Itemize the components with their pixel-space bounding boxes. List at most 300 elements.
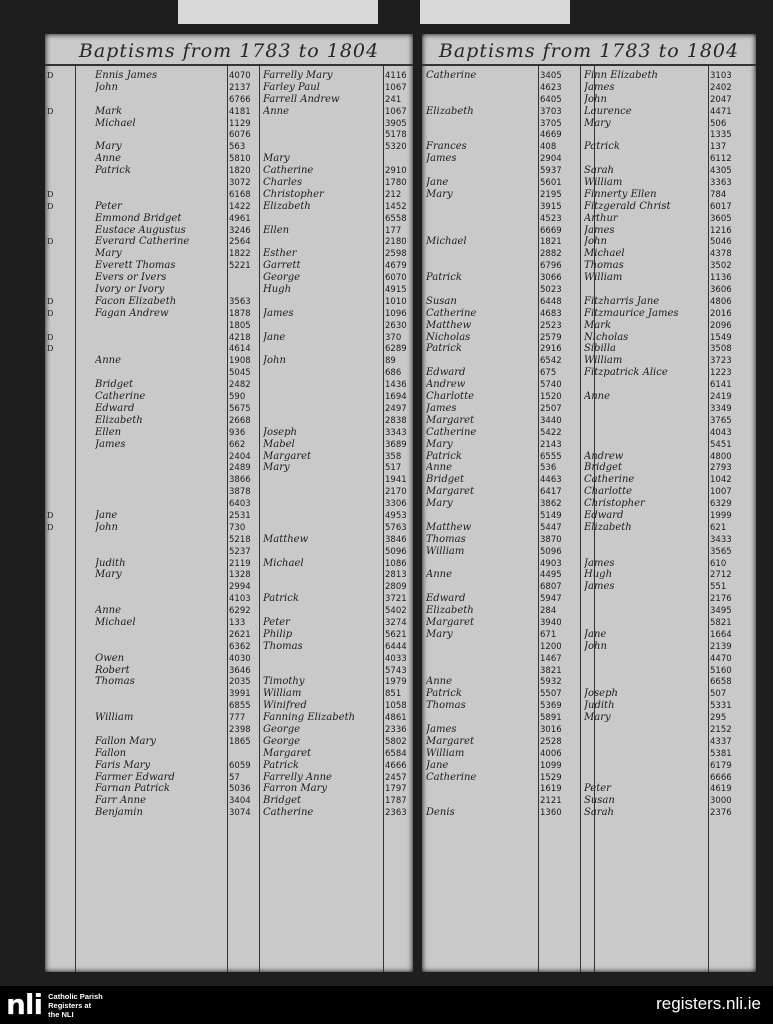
name-cell: Mary xyxy=(263,153,290,165)
register-number: 5947 xyxy=(540,594,562,605)
register-number: 3689 xyxy=(385,439,407,450)
register-number: 506 xyxy=(710,118,727,129)
register-row xyxy=(45,367,413,379)
register-number: 5763 xyxy=(385,522,407,533)
name-cell: Jane xyxy=(263,331,286,343)
register-number: 2336 xyxy=(385,724,407,735)
register-row xyxy=(422,783,756,795)
register-number: 2035 xyxy=(229,677,251,688)
register-number: 5149 xyxy=(540,510,562,521)
margin-mark: D xyxy=(47,106,54,116)
name-cell: Matthew xyxy=(263,533,309,545)
name-cell: Finnerty Ellen xyxy=(584,188,657,200)
register-number: 3508 xyxy=(710,344,732,355)
register-number: 6807 xyxy=(540,582,562,593)
name-cell: William xyxy=(584,272,623,284)
register-row xyxy=(45,165,413,177)
register-number: 3565 xyxy=(710,546,732,557)
register-number: 3103 xyxy=(710,71,732,81)
register-number: 89 xyxy=(385,356,396,367)
register-row xyxy=(422,213,756,225)
register-row xyxy=(422,522,756,534)
register-row xyxy=(422,736,756,748)
header-rule xyxy=(422,64,756,66)
register-number: 6658 xyxy=(710,677,732,688)
register-row xyxy=(422,665,756,677)
register-number: 1787 xyxy=(385,796,407,807)
header-rule xyxy=(45,64,413,66)
name-cell: Esther xyxy=(263,248,297,260)
register-row xyxy=(422,248,756,260)
register-number: 2137 xyxy=(229,82,251,93)
name-cell: Mary xyxy=(95,569,122,581)
name-cell: Eustace Augustus xyxy=(95,224,186,236)
register-row xyxy=(45,653,413,665)
register-row xyxy=(422,462,756,474)
register-number: 3765 xyxy=(710,415,732,426)
name-cell: Laurence xyxy=(584,105,632,117)
name-cell: George xyxy=(263,735,301,747)
name-cell: Farron Mary xyxy=(263,783,328,795)
name-cell: John xyxy=(584,236,607,248)
register-number: 936 xyxy=(229,427,246,438)
register-number: 5932 xyxy=(540,677,562,688)
name-cell: Charlotte xyxy=(426,391,475,403)
name-cell: Catherine xyxy=(95,391,146,403)
register-number: 5046 xyxy=(710,237,732,248)
register-number: 1820 xyxy=(229,166,251,177)
register-number: 3846 xyxy=(385,534,407,545)
name-cell: Judith xyxy=(584,700,615,712)
logo-caption-line: the NLI xyxy=(48,1009,74,1019)
register-row xyxy=(422,700,756,712)
register-number: 6666 xyxy=(710,772,732,783)
register-number: 3606 xyxy=(710,285,732,296)
name-cell: Elizabeth xyxy=(263,200,311,212)
name-cell: Edward xyxy=(95,402,135,414)
name-cell: Robert xyxy=(95,664,130,676)
register-number: 563 xyxy=(229,142,246,153)
name-cell: Susan xyxy=(426,295,457,307)
register-number: 2195 xyxy=(540,189,562,200)
register-number: 2904 xyxy=(540,154,562,165)
name-cell: William xyxy=(95,712,134,724)
register-number: 5507 xyxy=(540,689,562,700)
register-number: 551 xyxy=(710,582,727,593)
register-number: 730 xyxy=(229,522,246,533)
register-number: 3915 xyxy=(540,201,562,212)
register-number: 241 xyxy=(385,94,402,105)
register-number: 1664 xyxy=(710,629,732,640)
register-number: 2497 xyxy=(385,403,407,414)
register-number: 1797 xyxy=(385,784,407,795)
register-number: 5810 xyxy=(229,154,251,165)
name-cell: Fanning Elizabeth xyxy=(263,712,356,724)
register-number: 610 xyxy=(710,558,727,569)
register-number: 5621 xyxy=(385,629,407,640)
name-cell: Fagan Andrew xyxy=(95,307,169,319)
register-number: 6168 xyxy=(229,189,251,200)
register-number: 57 xyxy=(229,772,240,783)
name-cell: Ivory or Ivory xyxy=(95,284,165,296)
register-number: 1979 xyxy=(385,677,407,688)
register-number: 5601 xyxy=(540,178,562,189)
register-number: 1058 xyxy=(385,701,407,712)
register-row xyxy=(422,403,756,415)
register-row xyxy=(422,379,756,391)
register-number: 2630 xyxy=(385,320,407,331)
margin-mark: D xyxy=(47,510,54,520)
register-number: 4103 xyxy=(229,594,251,605)
register-number: 2419 xyxy=(710,392,732,403)
register-number: 671 xyxy=(540,629,557,640)
name-cell: William xyxy=(584,355,623,367)
page-header: Baptisms from 1783 to 1804 xyxy=(438,40,740,62)
register-number: 2376 xyxy=(710,808,732,819)
name-cell: Patrick xyxy=(426,688,462,700)
name-cell: Fallon xyxy=(95,747,127,759)
name-cell: Owen xyxy=(95,652,125,664)
register-number: 3433 xyxy=(710,534,732,545)
register-row xyxy=(422,760,756,772)
name-cell: William xyxy=(426,747,465,759)
logo-caption-line: Registers at xyxy=(48,1000,92,1010)
name-cell: James xyxy=(426,723,457,735)
register-row xyxy=(45,391,413,403)
left-register-page xyxy=(45,34,413,972)
register-row xyxy=(45,795,413,807)
register-number: 6076 xyxy=(229,130,251,141)
register-number: 6584 xyxy=(385,748,407,759)
register-number: 2531 xyxy=(229,510,251,521)
register-row xyxy=(45,296,413,308)
register-number: 2994 xyxy=(229,582,251,593)
name-cell: Peter xyxy=(95,200,122,212)
register-number: 2016 xyxy=(710,308,732,319)
register-number: 5743 xyxy=(385,665,407,676)
register-row xyxy=(422,558,756,570)
register-number: 2482 xyxy=(229,380,251,391)
register-number: 590 xyxy=(229,392,246,403)
register-number: 1129 xyxy=(229,118,251,129)
name-cell: Mary xyxy=(95,141,122,153)
register-row xyxy=(45,498,413,510)
name-cell: Farrell Andrew xyxy=(263,93,340,105)
register-number: 5023 xyxy=(540,285,562,296)
register-row xyxy=(422,439,756,451)
register-number: 177 xyxy=(385,225,402,236)
register-number: 4669 xyxy=(540,130,562,141)
register-row xyxy=(422,106,756,118)
register-number: 4471 xyxy=(710,106,732,117)
name-cell: Catherine xyxy=(263,807,314,819)
register-number: 784 xyxy=(710,189,727,200)
register-number: 370 xyxy=(385,332,402,343)
register-number: 6669 xyxy=(540,225,562,236)
register-row xyxy=(422,141,756,153)
register-number: 4614 xyxy=(229,344,251,355)
margin-mark: D xyxy=(47,522,54,532)
register-row xyxy=(45,70,413,82)
name-cell: Fallon Mary xyxy=(95,735,156,747)
register-row xyxy=(45,153,413,165)
register-row xyxy=(45,225,413,237)
register-number: 4181 xyxy=(229,106,251,117)
register-row xyxy=(45,284,413,296)
margin-mark: D xyxy=(47,296,54,306)
register-number: 1422 xyxy=(229,201,251,212)
register-row xyxy=(422,617,756,629)
register-number: 5045 xyxy=(229,368,251,379)
name-cell: Anne xyxy=(95,153,122,165)
register-number: 2096 xyxy=(710,320,732,331)
register-number: 212 xyxy=(385,189,402,200)
register-number: 6059 xyxy=(229,760,251,771)
name-cell: Mark xyxy=(584,319,612,331)
register-row xyxy=(422,118,756,130)
register-number: 1007 xyxy=(710,487,732,498)
register-row xyxy=(422,427,756,439)
register-number: 5451 xyxy=(710,439,732,450)
name-cell: Ellen xyxy=(263,224,290,236)
register-number: 621 xyxy=(710,522,727,533)
name-cell: Margaret xyxy=(426,414,475,426)
register-number: 507 xyxy=(710,689,727,700)
name-cell: Elizabeth xyxy=(426,605,474,617)
right-entries xyxy=(422,70,756,819)
register-number: 1780 xyxy=(385,178,407,189)
name-cell: Arthur xyxy=(584,212,618,224)
nli-logo[interactable] xyxy=(6,990,103,1020)
name-cell: James xyxy=(426,402,457,414)
name-cell: Mary xyxy=(584,712,611,724)
register-row xyxy=(45,617,413,629)
register-number: 1042 xyxy=(710,475,732,486)
name-cell: Hugh xyxy=(584,569,613,581)
name-cell: Winifred xyxy=(263,700,307,712)
register-row xyxy=(45,129,413,141)
register-number: 1223 xyxy=(710,368,732,379)
name-cell: Edward xyxy=(426,367,466,379)
name-cell: Ennis James xyxy=(95,70,158,81)
register-row xyxy=(45,415,413,427)
register-row xyxy=(422,712,756,724)
register-row xyxy=(45,118,413,130)
name-cell: Edward xyxy=(584,509,624,521)
register-number: 777 xyxy=(229,713,246,724)
register-number: 5447 xyxy=(540,522,562,533)
register-row xyxy=(422,593,756,605)
register-number: 4070 xyxy=(229,71,251,81)
name-cell: Michael xyxy=(263,557,304,569)
register-number: 6766 xyxy=(229,94,251,105)
name-cell: Mark xyxy=(95,105,123,117)
register-number: 2528 xyxy=(540,736,562,747)
name-cell: George xyxy=(263,723,301,735)
name-cell: Jane xyxy=(426,177,449,189)
name-cell: John xyxy=(263,355,286,367)
register-number: 1136 xyxy=(710,273,732,284)
register-number: 6289 xyxy=(385,344,407,355)
register-number: 6796 xyxy=(540,261,562,272)
name-cell: Michael xyxy=(426,236,467,248)
name-cell: Matthew xyxy=(426,521,472,533)
register-number: 3721 xyxy=(385,594,407,605)
register-row xyxy=(45,772,413,784)
name-cell: Catherine xyxy=(263,165,314,177)
name-cell: Peter xyxy=(584,783,611,795)
name-cell: Patrick xyxy=(426,272,462,284)
name-cell: Charles xyxy=(263,177,303,189)
name-cell: Thomas xyxy=(426,533,466,545)
name-cell: Patrick xyxy=(426,343,462,355)
register-row xyxy=(422,343,756,355)
register-number: 1099 xyxy=(540,760,562,771)
register-number: 4683 xyxy=(540,308,562,319)
register-number: 1067 xyxy=(385,82,407,93)
register-number: 2180 xyxy=(385,237,407,248)
register-number: 358 xyxy=(385,451,402,462)
register-number: 2838 xyxy=(385,415,407,426)
page-header: Baptisms from 1783 to 1804 xyxy=(78,40,380,62)
register-row xyxy=(45,213,413,225)
register-number: 1619 xyxy=(540,784,562,795)
name-cell: Timothy xyxy=(263,676,305,688)
name-cell: Nicholas xyxy=(584,331,629,343)
register-number: 3870 xyxy=(540,534,562,545)
name-cell: Fitzmaurice James xyxy=(584,307,679,319)
register-number: 1452 xyxy=(385,201,407,212)
register-number: 1999 xyxy=(710,510,732,521)
register-number: 3246 xyxy=(229,225,251,236)
name-cell: Farley Paul xyxy=(263,81,320,93)
name-cell: James xyxy=(584,224,615,236)
register-number: 2579 xyxy=(540,332,562,343)
footer-bar xyxy=(0,986,773,1024)
name-cell: Christopher xyxy=(584,498,645,510)
register-number: 4006 xyxy=(540,748,562,759)
register-number: 1067 xyxy=(385,106,407,117)
register-number: 4800 xyxy=(710,451,732,462)
register-number: 1216 xyxy=(710,225,732,236)
register-row xyxy=(45,510,413,522)
register-number: 6112 xyxy=(710,154,732,165)
register-number: 295 xyxy=(710,713,727,724)
register-row xyxy=(45,593,413,605)
name-cell: Evers or Ivers xyxy=(95,272,167,284)
register-number: 2170 xyxy=(385,487,407,498)
margin-mark: D xyxy=(47,237,54,247)
register-number: 2404 xyxy=(229,451,251,462)
register-number: 137 xyxy=(710,142,727,153)
register-row xyxy=(422,272,756,284)
register-row xyxy=(45,558,413,570)
register-row xyxy=(45,355,413,367)
register-row xyxy=(45,748,413,760)
register-number: 4337 xyxy=(710,736,732,747)
logo-caption xyxy=(48,992,103,1019)
register-row xyxy=(45,665,413,677)
name-cell: Ellen xyxy=(95,426,122,438)
margin-mark: D xyxy=(47,308,54,318)
register-number: 662 xyxy=(229,439,246,450)
name-cell: Bridget xyxy=(584,462,623,474)
register-number: 2402 xyxy=(710,82,732,93)
register-number: 3940 xyxy=(540,617,562,628)
register-number: 1096 xyxy=(385,308,407,319)
register-number: 4116 xyxy=(385,71,407,81)
register-number: 2564 xyxy=(229,237,251,248)
register-number: 3405 xyxy=(540,71,562,81)
register-number: 1328 xyxy=(229,570,251,581)
register-number: 3016 xyxy=(540,724,562,735)
register-number: 5821 xyxy=(710,617,732,628)
register-number: 2119 xyxy=(229,558,251,569)
register-row xyxy=(422,82,756,94)
register-number: 1467 xyxy=(540,653,562,664)
register-number: 5331 xyxy=(710,701,732,712)
register-number: 6141 xyxy=(710,380,732,391)
register-number: 2507 xyxy=(540,403,562,414)
margin-mark: D xyxy=(47,344,54,354)
register-number: 6070 xyxy=(385,273,407,284)
name-cell: Mary xyxy=(426,628,453,640)
register-number: 2668 xyxy=(229,415,251,426)
name-cell: Facon Elizabeth xyxy=(95,295,177,307)
register-number: 2176 xyxy=(710,594,732,605)
register-number: 1529 xyxy=(540,772,562,783)
register-number: 1549 xyxy=(710,332,732,343)
register-number: 4218 xyxy=(229,332,251,343)
name-cell: Jane xyxy=(584,628,607,640)
register-number: 4470 xyxy=(710,653,732,664)
register-number: 3343 xyxy=(385,427,407,438)
register-number: 851 xyxy=(385,689,402,700)
name-cell: Peter xyxy=(263,616,290,628)
name-cell: John xyxy=(584,640,607,652)
name-cell: Mary xyxy=(426,498,453,510)
register-number: 6444 xyxy=(385,641,407,652)
name-cell: Joseph xyxy=(263,426,297,438)
register-row xyxy=(422,498,756,510)
register-number: 133 xyxy=(229,617,246,628)
register-number: 2916 xyxy=(540,344,562,355)
name-cell: Catherine xyxy=(584,474,635,486)
name-cell: Margaret xyxy=(263,747,312,759)
name-cell: Edward xyxy=(426,593,466,605)
register-row xyxy=(45,308,413,320)
register-row xyxy=(45,783,413,795)
register-row xyxy=(422,629,756,641)
name-cell: James xyxy=(584,81,615,93)
register-number: 4033 xyxy=(385,653,407,664)
register-row xyxy=(422,225,756,237)
register-number: 4961 xyxy=(229,213,251,224)
register-row xyxy=(45,332,413,344)
register-number: 3000 xyxy=(710,796,732,807)
register-row xyxy=(422,165,756,177)
left-entries xyxy=(45,70,413,819)
register-number: 1805 xyxy=(229,320,251,331)
site-link[interactable]: registers.nli.ie xyxy=(656,994,761,1013)
register-number: 2621 xyxy=(229,629,251,640)
register-row xyxy=(422,688,756,700)
name-cell: Sarah xyxy=(584,807,614,819)
register-row xyxy=(45,724,413,736)
register-number: 4915 xyxy=(385,285,407,296)
register-row xyxy=(45,760,413,772)
register-number: 5218 xyxy=(229,534,251,545)
